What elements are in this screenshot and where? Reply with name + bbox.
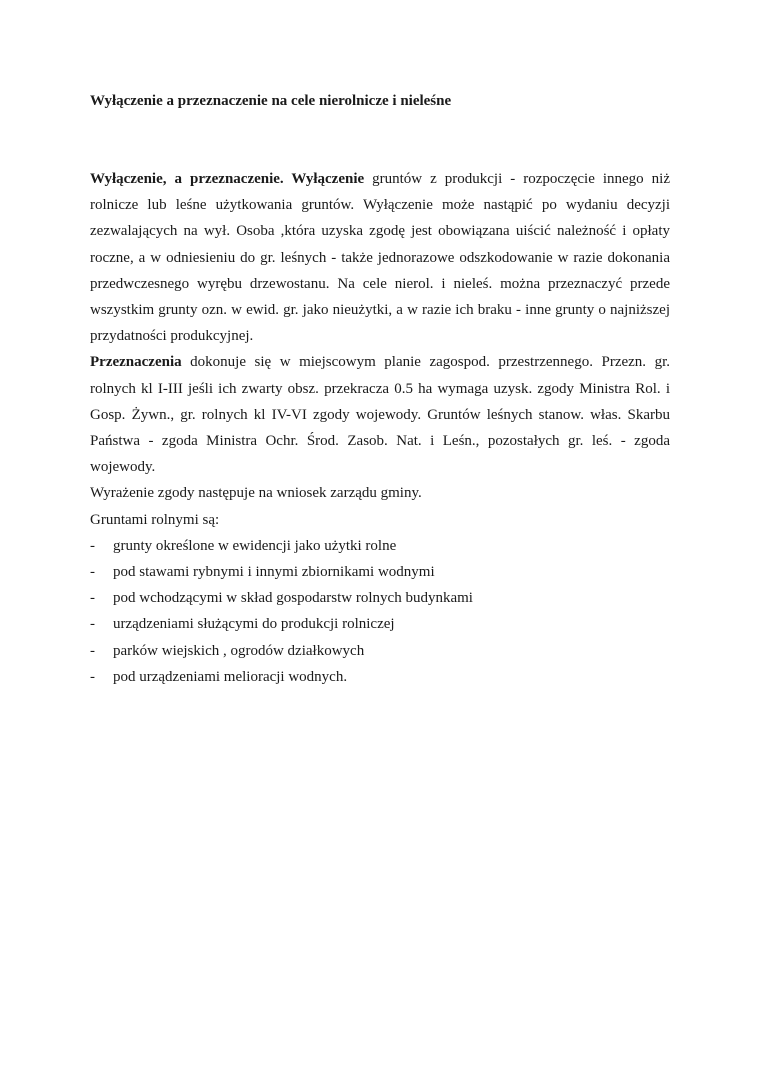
list-item-text: pod wchodzącymi w skład gospodarstw rolnych budynkami bbox=[113, 590, 473, 607]
paragraph-exclusion bbox=[90, 166, 670, 349]
list-dash: - bbox=[90, 642, 95, 659]
paragraph-lead: Wyłączenie, a przeznaczenie. Wyłączenie bbox=[90, 171, 365, 187]
list-dash: - bbox=[90, 668, 95, 685]
list-item-text: pod urządzeniami melioracji wodnych. bbox=[113, 668, 348, 685]
list-item bbox=[90, 664, 670, 690]
list-dash: - bbox=[90, 616, 95, 633]
list-item-text: grunty określone w ewidencji jako użytki rolne bbox=[113, 537, 397, 554]
list-item bbox=[90, 585, 670, 611]
agricultural-land-list bbox=[90, 533, 670, 690]
list-intro: Gruntami rolnymi są: bbox=[90, 511, 220, 528]
paragraph-designation bbox=[90, 349, 670, 480]
document-title: Wyłączenie a przeznaczenie na cele nierolnicze i nieleśne bbox=[90, 93, 452, 109]
list-dash: - bbox=[90, 590, 95, 607]
paragraph-text: dokonuje się w miejscowym planie zagospod. przestrzennego. Przezn. gr. rolnych kl I-III jeśli ich zwarty obsz. przekracza 0.5 ha wymaga uzysk. zgody Ministra Rol. i Gosp. Żywn., gr. rolnych kl IV-VI zgody wojewody. Gruntów leśnych stanow. włas. Skarbu Państwa - zgoda Ministra Ochr. Środ. Zasob. Nat. i Leśn., pozostałych gr. leś. - zgoda wojewody. bbox=[90, 354, 670, 476]
list-dash: - bbox=[90, 564, 95, 581]
list-item-text: parków wiejskich , ogrodów działkowych bbox=[113, 642, 365, 659]
paragraph-consent: Wyrażenie zgody następuje na wniosek zarządu gminy. bbox=[90, 485, 422, 502]
list-item bbox=[90, 559, 670, 585]
document-body bbox=[90, 166, 670, 690]
paragraph-text: gruntów z produkcji - rozpoczęcie innego niż rolnicze lub leśne użytkowania gruntów. Wyłączenie może nastąpić po wydaniu decyzji zezwalających na wył. Osoba ,która uzyska zgodę jest obowiązana uiścić należność i opłaty roczne, a w odniesieniu do gr. leśnych - także jednorazowe odszkodowanie w razie dokonania przedwczesnego wyrębu drzewostanu. Na cele nierol. i nieleś. można przeznaczyć przede wszystkim grunty ozn. w ewid. gr. jako nieużytki, a w razie ich braku - inne grunty o najniższej przydatności produkcyjnej. bbox=[90, 171, 670, 345]
list-item-text: pod stawami rybnymi i innymi zbiornikami wodnymi bbox=[113, 564, 435, 581]
list-item-text: urządzeniami służącymi do produkcji rolniczej bbox=[113, 616, 395, 633]
list-item bbox=[90, 611, 670, 637]
paragraph-lead: Przeznaczenia bbox=[90, 354, 182, 371]
list-item bbox=[90, 533, 670, 559]
list-item bbox=[90, 638, 670, 664]
list-dash: - bbox=[90, 537, 95, 554]
